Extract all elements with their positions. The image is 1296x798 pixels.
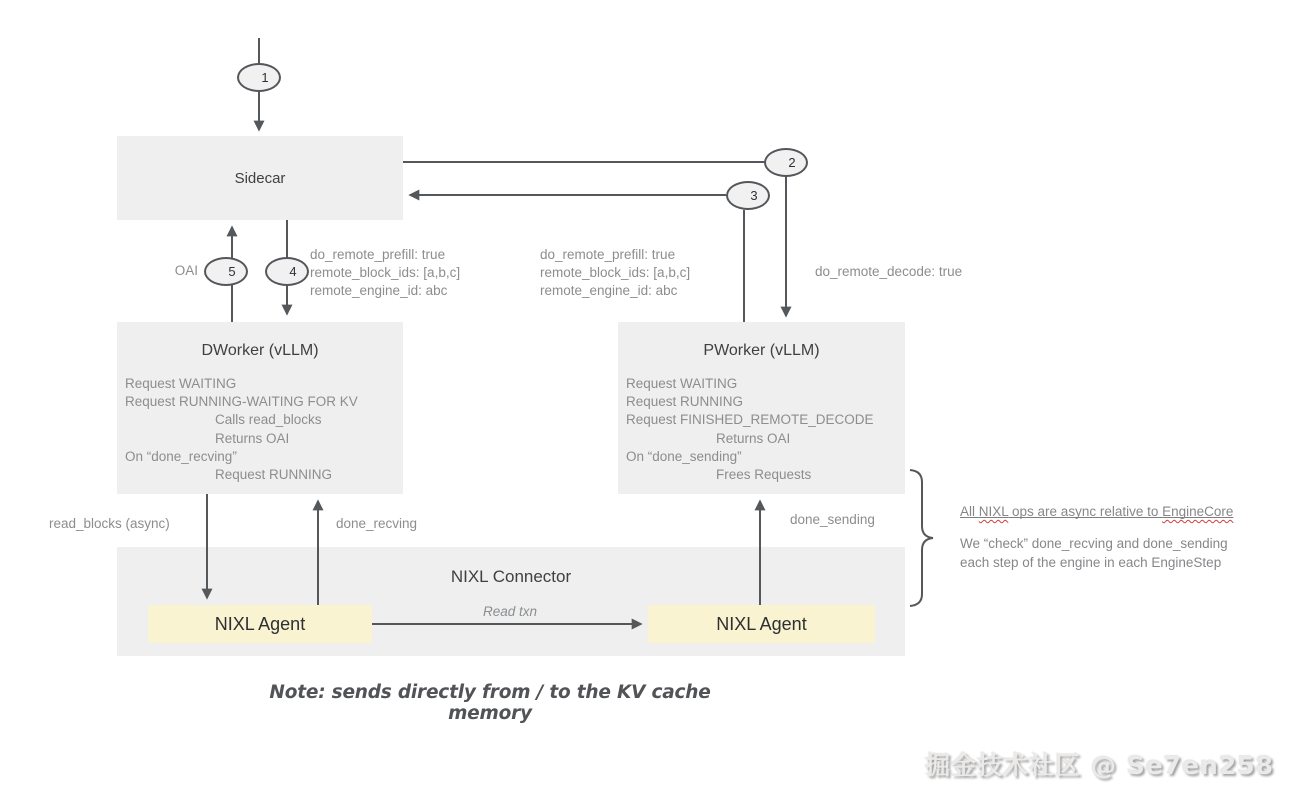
- label-oai: OAI: [174, 263, 198, 278]
- step-number: 1: [261, 70, 269, 85]
- payload-line: remote_block_ids: [a,b,c]: [540, 265, 691, 280]
- step-ellipse-3: [726, 181, 770, 210]
- brace-right: [910, 470, 933, 606]
- footnote: Note: sends directly from / to the KV cache memory: [269, 682, 711, 724]
- label-prefill-payload-left: [310, 246, 460, 300]
- step-number: 2: [788, 155, 796, 170]
- step-number: 5: [228, 264, 236, 279]
- payload-line: remote_block_ids: [a,b,c]: [310, 265, 461, 280]
- pworker-line: Request RUNNING: [626, 394, 744, 410]
- payload-line: do_remote_prefill: true: [310, 247, 446, 262]
- annotation-title-text: [960, 504, 1233, 519]
- watermark: 掘金技术社区 @ Se7en258: [925, 751, 1274, 780]
- nixl-agent-left: [148, 605, 372, 643]
- nixl-connector-title: NIXL Connector: [450, 567, 572, 586]
- annotation-part: All: [960, 504, 979, 519]
- pworker-line: Returns OAI: [716, 430, 791, 446]
- annotation-part-enginecore: EngineCore: [1162, 504, 1234, 519]
- step-ellipse-1: [237, 63, 281, 92]
- dworker-line: Calls read_blocks: [215, 412, 322, 428]
- label-prefill-payload-right: [540, 246, 690, 300]
- label-read-blocks-async: read_blocks (async): [49, 516, 170, 531]
- dworker-line: Request WAITING: [125, 376, 237, 391]
- nixl-agent-right-label: NIXL Agent: [716, 613, 807, 634]
- dworker-line: Returns OAI: [215, 430, 290, 446]
- label-done-recving: done_recving: [336, 516, 418, 531]
- annotation-part: ops are async relative to: [1008, 504, 1163, 519]
- annotation-title: [960, 504, 1268, 519]
- nixl-agent-right: [648, 605, 875, 643]
- step-ellipse-2: [764, 148, 808, 177]
- annotation-body-line: We “check” done_recving and done_sending: [960, 536, 1228, 551]
- payload-line: remote_engine_id: abc: [310, 283, 448, 298]
- pworker-line: Request FINISHED_REMOTE_DECODE: [626, 412, 874, 428]
- payload-line: remote_engine_id: abc: [540, 283, 678, 298]
- pworker-title: PWorker (vLLM): [703, 342, 820, 359]
- label-do-remote-decode: do_remote_decode: true: [815, 264, 963, 279]
- nixl-agent-left-label: NIXL Agent: [214, 613, 306, 634]
- label-read-txn: Read txn: [482, 604, 538, 619]
- dworker-line: Request RUNNING-WAITING FOR KV: [125, 394, 358, 410]
- pworker-line: On “done_sending”: [626, 448, 742, 464]
- pworker-line: Frees Requests: [716, 467, 812, 483]
- annotation-body: [960, 534, 1268, 572]
- annotation-body-line: each step of the engine in each EngineStep: [960, 555, 1222, 570]
- annotation-block: [960, 504, 1268, 572]
- payload-line: do_remote_prefill: true: [540, 247, 676, 262]
- dworker-line: Request RUNNING: [215, 467, 333, 483]
- step-number: 4: [289, 264, 297, 279]
- step-ellipse-4: [265, 257, 309, 286]
- pworker-line: Request WAITING: [626, 376, 738, 391]
- dworker-title: DWorker (vLLM): [201, 342, 319, 359]
- annotation-part-nixl: NIXL: [978, 504, 1009, 519]
- step-number: 3: [750, 188, 758, 203]
- step-ellipse-5: [204, 257, 248, 286]
- sidecar-title: Sidecar: [234, 169, 286, 187]
- dworker-line: On “done_recving”: [125, 448, 237, 464]
- label-done-sending: done_sending: [790, 512, 875, 527]
